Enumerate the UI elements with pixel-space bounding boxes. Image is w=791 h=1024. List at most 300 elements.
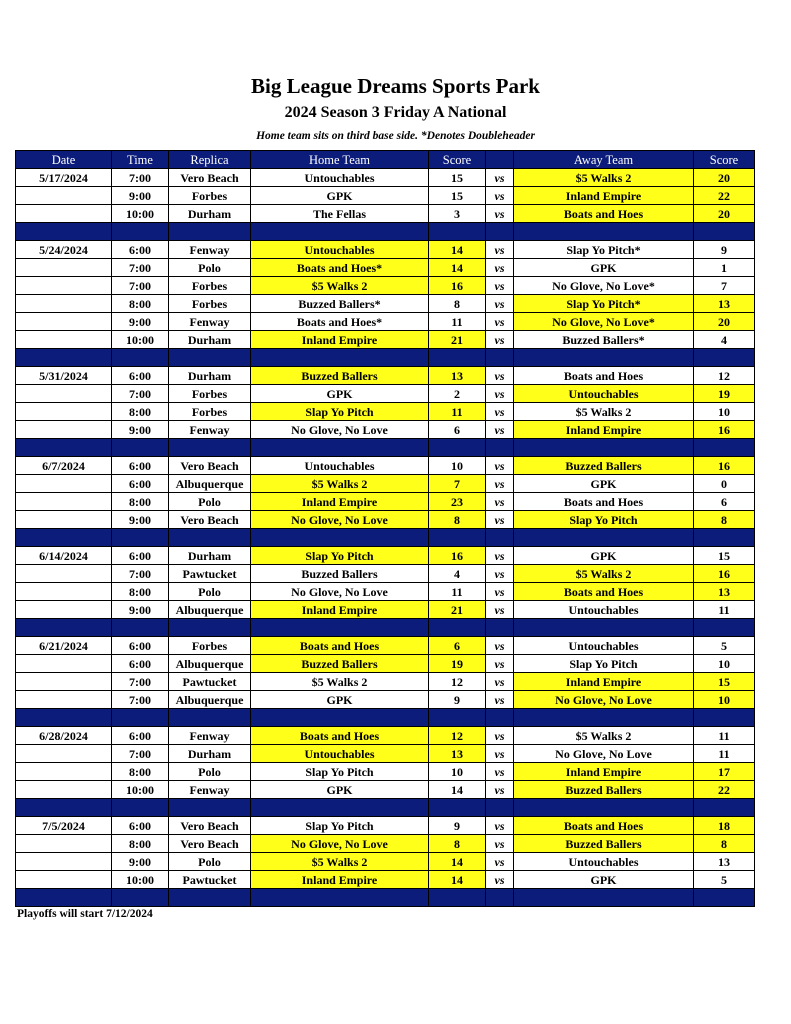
separator-cell xyxy=(694,529,755,547)
vs-label: vs xyxy=(486,745,514,763)
away-score: 15 xyxy=(694,673,755,691)
home-score: 15 xyxy=(429,169,486,187)
game-row xyxy=(16,565,755,583)
game-row xyxy=(16,421,755,439)
home-team: GPK xyxy=(251,781,429,799)
away-team: $5 Walks 2 xyxy=(514,565,694,583)
game-replica: Albuquerque xyxy=(169,691,251,709)
separator-cell xyxy=(16,889,112,907)
game-replica: Durham xyxy=(169,331,251,349)
game-replica: Vero Beach xyxy=(169,511,251,529)
separator-cell xyxy=(486,619,514,637)
game-time: 9:00 xyxy=(112,853,169,871)
home-team: Slap Yo Pitch xyxy=(251,403,429,421)
away-score: 20 xyxy=(694,169,755,187)
vs-label: vs xyxy=(486,367,514,385)
away-team: Boats and Hoes xyxy=(514,493,694,511)
separator-cell xyxy=(486,799,514,817)
home-score: 8 xyxy=(429,295,486,313)
home-score: 10 xyxy=(429,763,486,781)
home-score: 21 xyxy=(429,601,486,619)
game-date: 5/31/2024 xyxy=(16,367,112,385)
vs-label: vs xyxy=(486,277,514,295)
away-score: 9 xyxy=(694,241,755,259)
home-score: 6 xyxy=(429,637,486,655)
away-team: GPK xyxy=(514,259,694,277)
away-team: $5 Walks 2 xyxy=(514,403,694,421)
home-team: Inland Empire xyxy=(251,331,429,349)
col-header-time: Time xyxy=(112,151,169,169)
home-score: 11 xyxy=(429,403,486,421)
away-team: Untouchables xyxy=(514,601,694,619)
game-row xyxy=(16,385,755,403)
game-replica: Polo xyxy=(169,259,251,277)
game-date xyxy=(16,583,112,601)
vs-label: vs xyxy=(486,781,514,799)
week-separator xyxy=(16,889,755,907)
away-team: Slap Yo Pitch xyxy=(514,655,694,673)
separator-cell xyxy=(694,439,755,457)
vs-label: vs xyxy=(486,565,514,583)
home-team: GPK xyxy=(251,187,429,205)
game-row xyxy=(16,817,755,835)
game-time: 6:00 xyxy=(112,457,169,475)
game-replica: Vero Beach xyxy=(169,169,251,187)
game-row xyxy=(16,277,755,295)
separator-cell xyxy=(16,223,112,241)
game-row xyxy=(16,403,755,421)
vs-label: vs xyxy=(486,331,514,349)
home-score: 16 xyxy=(429,277,486,295)
away-score: 8 xyxy=(694,511,755,529)
home-team: Inland Empire xyxy=(251,493,429,511)
home-score: 21 xyxy=(429,331,486,349)
away-score: 11 xyxy=(694,745,755,763)
away-team: Untouchables xyxy=(514,385,694,403)
game-row xyxy=(16,187,755,205)
away-score: 18 xyxy=(694,817,755,835)
away-score: 17 xyxy=(694,763,755,781)
game-replica: Vero Beach xyxy=(169,835,251,853)
game-date xyxy=(16,763,112,781)
vs-label: vs xyxy=(486,673,514,691)
separator-cell xyxy=(251,799,429,817)
game-date xyxy=(16,565,112,583)
home-team: Slap Yo Pitch xyxy=(251,817,429,835)
home-score: 3 xyxy=(429,205,486,223)
separator-cell xyxy=(429,529,486,547)
game-row xyxy=(16,457,755,475)
game-row xyxy=(16,583,755,601)
home-team: Untouchables xyxy=(251,169,429,187)
separator-cell xyxy=(112,619,169,637)
game-replica: Albuquerque xyxy=(169,475,251,493)
home-team: No Glove, No Love xyxy=(251,835,429,853)
away-team: Slap Yo Pitch xyxy=(514,511,694,529)
home-team: $5 Walks 2 xyxy=(251,673,429,691)
separator-cell xyxy=(251,709,429,727)
game-date xyxy=(16,205,112,223)
separator-cell xyxy=(169,889,251,907)
game-replica: Forbes xyxy=(169,637,251,655)
home-score: 16 xyxy=(429,547,486,565)
home-score: 8 xyxy=(429,511,486,529)
separator-cell xyxy=(429,799,486,817)
vs-label: vs xyxy=(486,655,514,673)
game-date xyxy=(16,601,112,619)
separator-cell xyxy=(169,223,251,241)
away-team: Boats and Hoes xyxy=(514,817,694,835)
separator-cell xyxy=(514,439,694,457)
away-team: GPK xyxy=(514,475,694,493)
home-team: The Fellas xyxy=(251,205,429,223)
home-team: $5 Walks 2 xyxy=(251,277,429,295)
away-team: Untouchables xyxy=(514,853,694,871)
away-team: Inland Empire xyxy=(514,763,694,781)
home-score: 12 xyxy=(429,727,486,745)
away-team: Buzzed Ballers* xyxy=(514,331,694,349)
game-replica: Durham xyxy=(169,547,251,565)
away-score: 16 xyxy=(694,457,755,475)
away-score: 4 xyxy=(694,331,755,349)
home-team: Boats and Hoes* xyxy=(251,313,429,331)
vs-label: vs xyxy=(486,583,514,601)
game-replica: Vero Beach xyxy=(169,817,251,835)
vs-label: vs xyxy=(486,475,514,493)
game-replica: Vero Beach xyxy=(169,457,251,475)
game-row xyxy=(16,169,755,187)
game-replica: Polo xyxy=(169,493,251,511)
separator-cell xyxy=(694,619,755,637)
game-replica: Fenway xyxy=(169,241,251,259)
schedule-note: Home team sits on third base side. *Denotes Doubleheader xyxy=(256,130,535,142)
game-time: 8:00 xyxy=(112,583,169,601)
away-score: 8 xyxy=(694,835,755,853)
game-date: 5/24/2024 xyxy=(16,241,112,259)
game-date: 6/7/2024 xyxy=(16,457,112,475)
game-date xyxy=(16,781,112,799)
home-score: 23 xyxy=(429,493,486,511)
game-time: 6:00 xyxy=(112,637,169,655)
separator-cell xyxy=(16,349,112,367)
game-date xyxy=(16,385,112,403)
game-time: 7:00 xyxy=(112,565,169,583)
separator-cell xyxy=(16,709,112,727)
game-date xyxy=(16,493,112,511)
game-date xyxy=(16,313,112,331)
separator-cell xyxy=(429,349,486,367)
home-score: 11 xyxy=(429,313,486,331)
separator-cell xyxy=(486,529,514,547)
game-row xyxy=(16,745,755,763)
away-score: 0 xyxy=(694,475,755,493)
game-time: 7:00 xyxy=(112,385,169,403)
game-replica: Fenway xyxy=(169,313,251,331)
game-time: 10:00 xyxy=(112,331,169,349)
game-date xyxy=(16,187,112,205)
game-replica: Polo xyxy=(169,763,251,781)
game-replica: Durham xyxy=(169,367,251,385)
game-date: 7/5/2024 xyxy=(16,817,112,835)
vs-label: vs xyxy=(486,637,514,655)
home-score: 13 xyxy=(429,745,486,763)
vs-label: vs xyxy=(486,691,514,709)
game-replica: Albuquerque xyxy=(169,655,251,673)
home-score: 14 xyxy=(429,781,486,799)
separator-cell xyxy=(16,619,112,637)
game-row xyxy=(16,853,755,871)
col-header-vs xyxy=(486,151,514,169)
game-replica: Forbes xyxy=(169,403,251,421)
away-score: 1 xyxy=(694,259,755,277)
home-team: Boats and Hoes xyxy=(251,727,429,745)
home-team: $5 Walks 2 xyxy=(251,853,429,871)
away-team: GPK xyxy=(514,871,694,889)
game-row xyxy=(16,637,755,655)
home-team: Buzzed Ballers xyxy=(251,565,429,583)
game-row xyxy=(16,331,755,349)
home-score: 14 xyxy=(429,259,486,277)
game-date xyxy=(16,421,112,439)
col-header-away-score: Score xyxy=(694,151,755,169)
away-score: 10 xyxy=(694,655,755,673)
away-score: 6 xyxy=(694,493,755,511)
game-time: 10:00 xyxy=(112,781,169,799)
game-time: 9:00 xyxy=(112,187,169,205)
separator-cell xyxy=(169,439,251,457)
home-team: No Glove, No Love xyxy=(251,583,429,601)
separator-cell xyxy=(514,799,694,817)
home-team: Slap Yo Pitch xyxy=(251,547,429,565)
separator-cell xyxy=(251,349,429,367)
away-score: 15 xyxy=(694,547,755,565)
away-team: Inland Empire xyxy=(514,673,694,691)
separator-cell xyxy=(169,709,251,727)
away-score: 20 xyxy=(694,205,755,223)
separator-cell xyxy=(251,439,429,457)
game-date xyxy=(16,673,112,691)
vs-label: vs xyxy=(486,853,514,871)
home-team: Untouchables xyxy=(251,745,429,763)
home-score: 14 xyxy=(429,241,486,259)
game-row xyxy=(16,655,755,673)
vs-label: vs xyxy=(486,259,514,277)
game-date: 5/17/2024 xyxy=(16,169,112,187)
game-row xyxy=(16,691,755,709)
home-score: 9 xyxy=(429,691,486,709)
vs-label: vs xyxy=(486,205,514,223)
home-team: Boats and Hoes* xyxy=(251,259,429,277)
home-team: Buzzed Ballers xyxy=(251,655,429,673)
away-team: Slap Yo Pitch* xyxy=(514,241,694,259)
vs-label: vs xyxy=(486,241,514,259)
game-replica: Pawtucket xyxy=(169,871,251,889)
game-time: 9:00 xyxy=(112,511,169,529)
home-team: Inland Empire xyxy=(251,601,429,619)
away-team: $5 Walks 2 xyxy=(514,169,694,187)
separator-cell xyxy=(486,709,514,727)
away-team: No Glove, No Love xyxy=(514,691,694,709)
home-score: 9 xyxy=(429,817,486,835)
col-header-date: Date xyxy=(16,151,112,169)
separator-cell xyxy=(112,529,169,547)
home-team: Inland Empire xyxy=(251,871,429,889)
game-date xyxy=(16,475,112,493)
home-score: 13 xyxy=(429,367,486,385)
playoffs-footer: Playoffs will start 7/12/2024 xyxy=(17,908,153,920)
game-row xyxy=(16,547,755,565)
away-team: GPK xyxy=(514,547,694,565)
vs-label: vs xyxy=(486,817,514,835)
game-time: 9:00 xyxy=(112,601,169,619)
away-team: Inland Empire xyxy=(514,421,694,439)
game-time: 7:00 xyxy=(112,169,169,187)
game-date xyxy=(16,403,112,421)
away-team: Untouchables xyxy=(514,637,694,655)
away-score: 7 xyxy=(694,277,755,295)
separator-cell xyxy=(694,889,755,907)
game-replica: Pawtucket xyxy=(169,565,251,583)
home-team: No Glove, No Love xyxy=(251,421,429,439)
game-time: 7:00 xyxy=(112,673,169,691)
away-score: 11 xyxy=(694,601,755,619)
home-score: 11 xyxy=(429,583,486,601)
col-header-home-score: Score xyxy=(429,151,486,169)
week-separator xyxy=(16,799,755,817)
vs-label: vs xyxy=(486,295,514,313)
separator-cell xyxy=(112,439,169,457)
away-team: Slap Yo Pitch* xyxy=(514,295,694,313)
separator-cell xyxy=(112,889,169,907)
week-separator xyxy=(16,349,755,367)
game-time: 8:00 xyxy=(112,835,169,853)
vs-label: vs xyxy=(486,601,514,619)
away-team: $5 Walks 2 xyxy=(514,727,694,745)
separator-cell xyxy=(694,223,755,241)
away-score: 5 xyxy=(694,637,755,655)
week-separator xyxy=(16,709,755,727)
away-score: 11 xyxy=(694,727,755,745)
game-time: 8:00 xyxy=(112,295,169,313)
week-separator xyxy=(16,619,755,637)
game-time: 6:00 xyxy=(112,655,169,673)
home-score: 7 xyxy=(429,475,486,493)
away-team: Buzzed Ballers xyxy=(514,835,694,853)
table-header-row xyxy=(16,151,755,169)
separator-cell xyxy=(251,619,429,637)
game-date xyxy=(16,259,112,277)
game-time: 8:00 xyxy=(112,493,169,511)
away-team: Inland Empire xyxy=(514,187,694,205)
vs-label: vs xyxy=(486,457,514,475)
col-header-home-team: Home Team xyxy=(251,151,429,169)
separator-cell xyxy=(429,619,486,637)
vs-label: vs xyxy=(486,511,514,529)
home-team: Buzzed Ballers xyxy=(251,367,429,385)
game-time: 10:00 xyxy=(112,871,169,889)
home-team: GPK xyxy=(251,691,429,709)
separator-cell xyxy=(429,223,486,241)
vs-label: vs xyxy=(486,763,514,781)
game-date xyxy=(16,853,112,871)
game-date xyxy=(16,691,112,709)
game-replica: Forbes xyxy=(169,187,251,205)
home-team: GPK xyxy=(251,385,429,403)
game-row xyxy=(16,727,755,745)
home-team: No Glove, No Love xyxy=(251,511,429,529)
away-team: No Glove, No Love xyxy=(514,745,694,763)
game-time: 7:00 xyxy=(112,277,169,295)
separator-cell xyxy=(429,709,486,727)
game-row xyxy=(16,367,755,385)
game-row xyxy=(16,313,755,331)
away-team: Boats and Hoes xyxy=(514,583,694,601)
separator-cell xyxy=(694,799,755,817)
separator-cell xyxy=(112,709,169,727)
game-row xyxy=(16,763,755,781)
game-row xyxy=(16,601,755,619)
game-time: 8:00 xyxy=(112,403,169,421)
game-row xyxy=(16,205,755,223)
separator-cell xyxy=(112,349,169,367)
separator-cell xyxy=(486,223,514,241)
game-date: 6/21/2024 xyxy=(16,637,112,655)
away-team: Boats and Hoes xyxy=(514,367,694,385)
game-row xyxy=(16,241,755,259)
game-date xyxy=(16,277,112,295)
vs-label: vs xyxy=(486,835,514,853)
away-score: 16 xyxy=(694,565,755,583)
separator-cell xyxy=(486,349,514,367)
game-time: 6:00 xyxy=(112,817,169,835)
separator-cell xyxy=(169,529,251,547)
game-replica: Fenway xyxy=(169,421,251,439)
game-time: 8:00 xyxy=(112,763,169,781)
away-team: Buzzed Ballers xyxy=(514,457,694,475)
separator-cell xyxy=(514,223,694,241)
separator-cell xyxy=(514,889,694,907)
separator-cell xyxy=(514,349,694,367)
game-date xyxy=(16,871,112,889)
game-date xyxy=(16,745,112,763)
game-row xyxy=(16,475,755,493)
separator-cell xyxy=(16,439,112,457)
game-replica: Fenway xyxy=(169,727,251,745)
game-date xyxy=(16,295,112,313)
game-row xyxy=(16,493,755,511)
game-replica: Forbes xyxy=(169,385,251,403)
game-time: 6:00 xyxy=(112,727,169,745)
game-date: 6/14/2024 xyxy=(16,547,112,565)
home-score: 15 xyxy=(429,187,486,205)
home-score: 14 xyxy=(429,871,486,889)
game-date: 6/28/2024 xyxy=(16,727,112,745)
game-date xyxy=(16,835,112,853)
game-replica: Albuquerque xyxy=(169,601,251,619)
away-score: 16 xyxy=(694,421,755,439)
game-row xyxy=(16,835,755,853)
away-score: 5 xyxy=(694,871,755,889)
separator-cell xyxy=(16,529,112,547)
vs-label: vs xyxy=(486,547,514,565)
home-score: 12 xyxy=(429,673,486,691)
away-team: Buzzed Ballers xyxy=(514,781,694,799)
away-score: 13 xyxy=(694,295,755,313)
week-separator xyxy=(16,529,755,547)
home-team: Boats and Hoes xyxy=(251,637,429,655)
separator-cell xyxy=(251,529,429,547)
separator-cell xyxy=(251,223,429,241)
